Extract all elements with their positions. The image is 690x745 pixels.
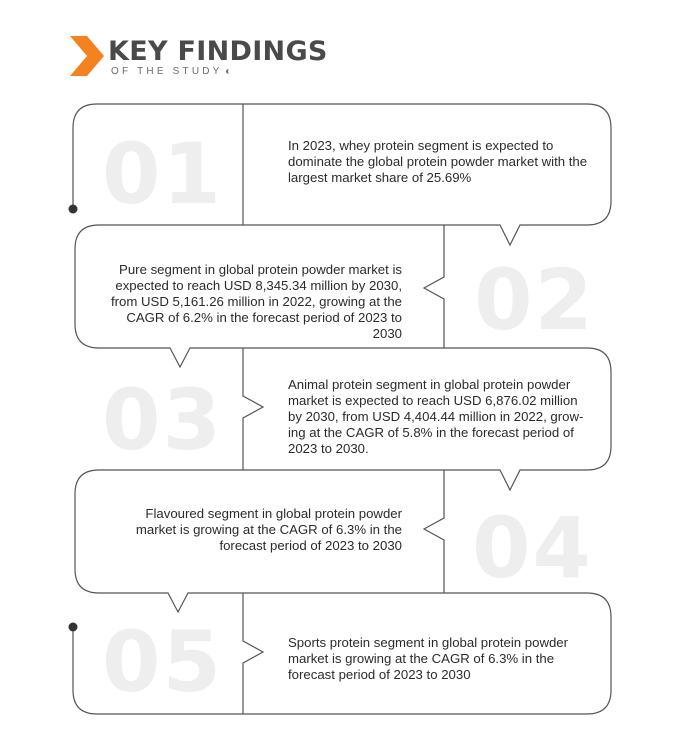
page-subtitle: OF THE STUDY [111,66,233,77]
finding-1-number: 01 [102,125,223,223]
page-title: KEY FINDINGS [108,36,328,67]
finding-4-number: 04 [472,499,593,597]
finding-5-text: Sports protein segment in global protein powder market is growing at the CAGR of 6.3% in the forecast period of 2023 to 2030 [288,635,569,682]
finding-4-text: Flavoured segment in global protein powder market is growing at the CAGR of 6.3% in the forecast period of 2023 to 2030 [135,506,402,553]
start-dot-icon [69,205,78,214]
card-2-divider [424,225,444,348]
card-4-divider [424,470,444,593]
finding-3-text: Animal protein segment in global protein powder market is expected to reach USD 6,876.02 million by 2030, from USD 4,404.44 million in 2022, grow-ing at the CAGR of 5.8% in the forecast period of 2023 to 2030. [288,377,584,456]
finding-5-number: 05 [102,613,223,711]
finding-2-number: 02 [474,251,595,349]
finding-2-text: Pure segment in global protein powder market is expected to reach USD 8,345.34 million by 2030, from USD 5,161.26 million in 2022, growing at the CAGR of 6.2% in the forecast period of 2023 to 2030 [110,262,402,341]
finding-1-text: In 2023, whey protein segment is expected to dominate the global protein powder market with the largest market share of 25.69% [288,138,588,185]
finding-3-number: 03 [102,371,223,469]
end-dot-icon [69,623,78,632]
card-3-divider [243,348,263,470]
card-5-divider [243,593,263,714]
